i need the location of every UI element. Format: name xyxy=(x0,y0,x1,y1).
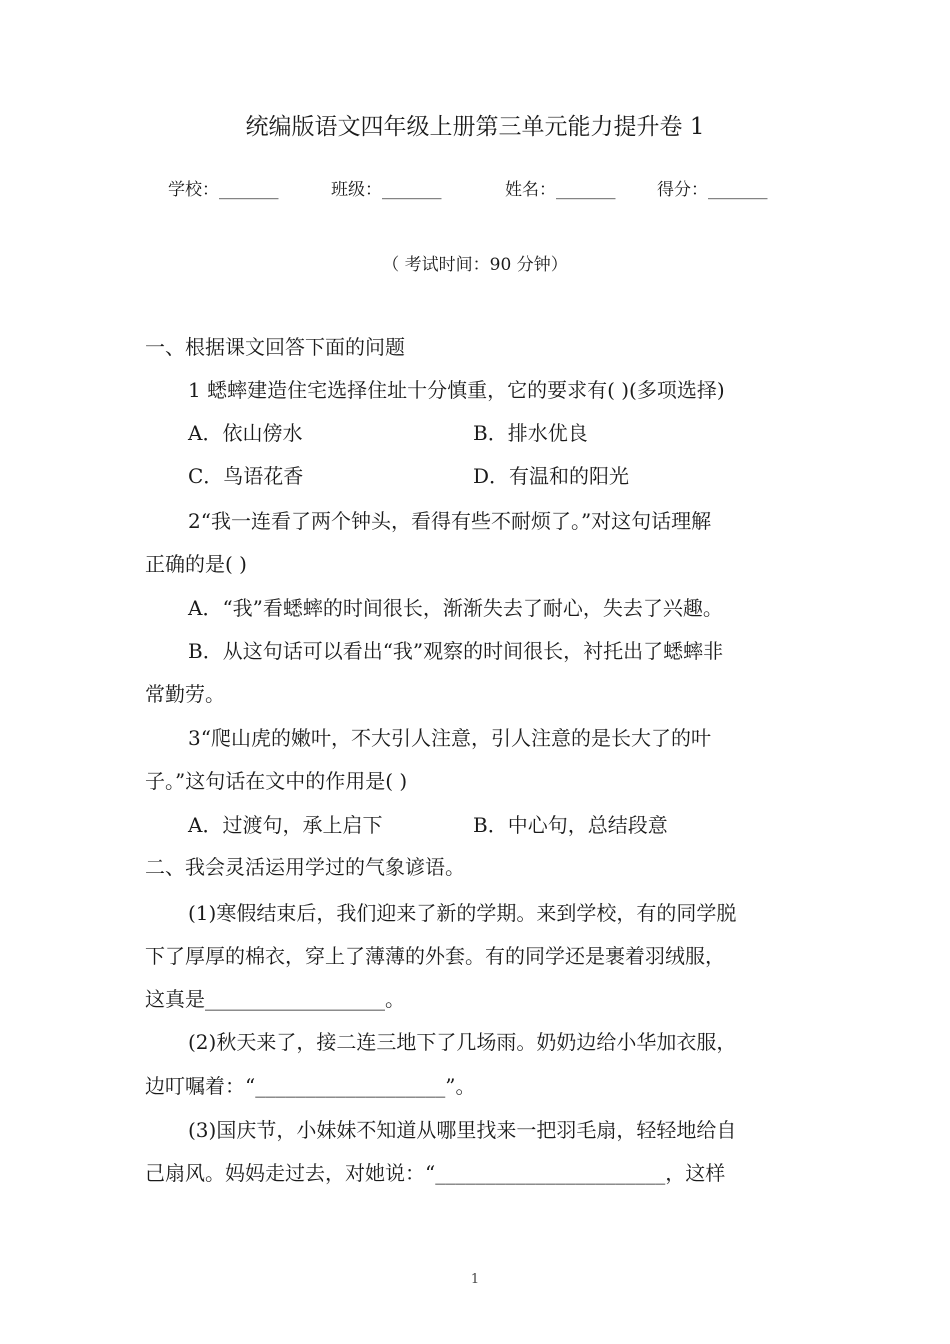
score-field: 得分：_______ xyxy=(657,180,768,200)
q3-option-b: B．中心句，总结段意 xyxy=(473,813,668,837)
s2-p2-line1: (2)秋天来了，接二连三地下了几场雨。奶奶边给小华加衣服， xyxy=(188,1030,737,1054)
s2-p3-line2: 己扇风。妈妈走过去，对她说：“_______________________，这样 xyxy=(145,1161,726,1185)
q1-stem: 1 蟋蟀建造住宅选择住址十分慎重，它的要求有( )(多项选择) xyxy=(188,378,725,402)
exam-time: （ 考试时间：90 分钟） xyxy=(382,255,568,275)
s2-p1-line2: 下了厚厚的棉衣，穿上了薄薄的外套。有的同学还是裹着羽绒服， xyxy=(145,944,725,968)
q2-option-b-line1: B．从这句话可以看出“我”观察的时间很长，衬托出了蟋蟀非 xyxy=(188,639,724,663)
q2-option-a: A．“我”看蟋蟀的时间很长，渐渐失去了耐心，失去了兴趣。 xyxy=(188,596,723,620)
q1-option-a: A．依山傍水 xyxy=(188,421,303,445)
q2-option-b-line2: 常勤劳。 xyxy=(145,682,225,706)
q1-option-d: D．有温和的阳光 xyxy=(473,464,630,488)
school-field: 学校：_______ xyxy=(168,180,279,200)
s2-p3-line1: (3)国庆节，小妹妹不知道从哪里找来一把羽毛扇，轻轻地给自 xyxy=(188,1118,737,1142)
page-title: 统编版语文四年级上册第三单元能力提升卷 1 xyxy=(245,114,705,140)
q2-stem-line2: 正确的是( ) xyxy=(145,552,247,576)
s2-p2-line2: 边叮嘱着：“___________________”。 xyxy=(145,1074,476,1098)
q3-option-a: A．过渡句，承上启下 xyxy=(188,813,383,837)
s2-p1-line1: (1)寒假结束后，我们迎来了新的学期。来到学校，有的同学脱 xyxy=(188,901,737,925)
q2-stem-line1: 2“我一连看了两个钟头，看得有些不耐烦了。”对这句话理解 xyxy=(188,509,712,533)
class-field: 班级：_______ xyxy=(331,180,442,200)
q3-stem-line1: 3“爬山虎的嫩叶，不大引人注意，引人注意的是长大了的叶 xyxy=(188,726,711,750)
q3-stem-line2: 子。”这句话在文中的作用是( ) xyxy=(145,769,408,793)
page-number: 1 xyxy=(470,1272,480,1287)
s2-p1-line3: 这真是__________________。 xyxy=(145,987,405,1011)
section1-heading: 一、根据课文回答下面的问题 xyxy=(145,335,405,359)
name-field: 姓名：_______ xyxy=(505,180,616,200)
q1-option-b: B．排水优良 xyxy=(473,421,588,445)
q1-option-c: C．鸟语花香 xyxy=(188,464,304,488)
section2-heading: 二、我会灵活运用学过的气象谚语。 xyxy=(145,855,465,879)
